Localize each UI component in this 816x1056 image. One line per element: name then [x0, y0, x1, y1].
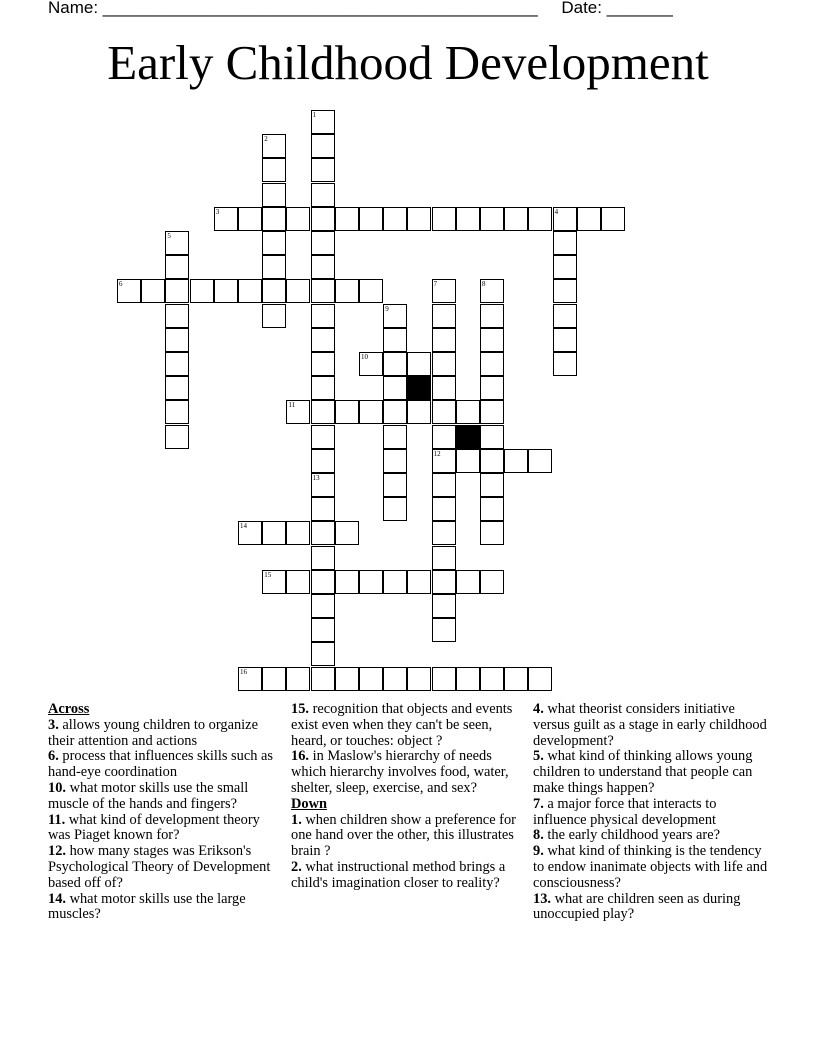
grid-cell[interactable]: [311, 497, 335, 521]
grid-cell[interactable]: [383, 473, 407, 497]
grid-cell[interactable]: [480, 425, 504, 449]
clue-number: 6: [119, 280, 123, 289]
grid-cell[interactable]: [407, 352, 431, 376]
grid-cell[interactable]: [141, 279, 165, 303]
grid-cell[interactable]: [165, 231, 189, 255]
grid-cell[interactable]: [528, 207, 552, 231]
grid-cell[interactable]: [165, 255, 189, 279]
grid-cell[interactable]: [262, 255, 286, 279]
grid-cell[interactable]: [480, 376, 504, 400]
grid-cell[interactable]: [432, 449, 456, 473]
grid-cell[interactable]: [311, 642, 335, 666]
clues-column-2: [291, 702, 527, 892]
clue-number: 12: [433, 449, 441, 458]
grid-cell[interactable]: [383, 497, 407, 521]
grid-cell[interactable]: [311, 570, 335, 594]
grid-cell[interactable]: [480, 328, 504, 352]
date-blank[interactable]: _______: [606, 0, 673, 17]
grid-cell[interactable]: [335, 667, 359, 691]
grid-cell[interactable]: [553, 328, 577, 352]
grid-cell[interactable]: [311, 400, 335, 424]
grid-cell[interactable]: [432, 352, 456, 376]
grid-cell[interactable]: [311, 521, 335, 545]
grid-cell[interactable]: [553, 279, 577, 303]
grid-cell[interactable]: [432, 304, 456, 328]
grid-cell[interactable]: [311, 183, 335, 207]
grid-cell[interactable]: [311, 618, 335, 642]
grid-cell[interactable]: [456, 400, 480, 424]
across-clue: 16. in Maslow's hierarchy of needs which hierarchy involves food, water, shelter, sleep, exercise, and sex?: [291, 748, 509, 796]
grid-cell[interactable]: [528, 449, 552, 473]
grid-cell[interactable]: [480, 667, 504, 691]
grid-cell[interactable]: [311, 425, 335, 449]
grid-cell[interactable]: [311, 667, 335, 691]
grid-cell[interactable]: [117, 279, 141, 303]
grid-cell[interactable]: [165, 304, 189, 328]
down-clue: 9. what kind of thinking is the tendency to endow inanimate objects with life and consciousness?: [533, 843, 768, 891]
grid-cell[interactable]: [311, 207, 335, 231]
grid-cell[interactable]: [262, 521, 286, 545]
grid-cell[interactable]: [383, 376, 407, 400]
grid-cell[interactable]: [165, 328, 189, 352]
grid-cell[interactable]: [262, 207, 286, 231]
grid-cell[interactable]: [262, 158, 286, 182]
grid-cell[interactable]: [311, 134, 335, 158]
grid-cell[interactable]: [432, 376, 456, 400]
grid-cell[interactable]: [335, 570, 359, 594]
grid-cell[interactable]: [480, 473, 504, 497]
grid-cell[interactable]: [262, 304, 286, 328]
clue-number: 3: [215, 207, 220, 216]
across-clue: 10. what motor skills use the small muscle of the hands and fingers?: [48, 779, 249, 812]
grid-cell[interactable]: [335, 521, 359, 545]
grid-cell[interactable]: [335, 207, 359, 231]
grid-cell[interactable]: [238, 667, 262, 691]
clue-number: 2: [264, 135, 268, 144]
grid-cell[interactable]: [311, 304, 335, 328]
grid-cell[interactable]: [407, 400, 431, 424]
grid-cell[interactable]: [165, 425, 189, 449]
grid-cell[interactable]: [383, 328, 407, 352]
grid-cell[interactable]: [432, 497, 456, 521]
down-clue: 2. what instructional method brings a child's imagination closer to reality?: [291, 858, 506, 891]
grid-cell[interactable]: [504, 667, 528, 691]
grid-cell[interactable]: [262, 570, 286, 594]
grid-cell[interactable]: [311, 546, 335, 570]
grid-cell[interactable]: [504, 449, 528, 473]
grid-cell[interactable]: [432, 594, 456, 618]
grid-cell[interactable]: [553, 231, 577, 255]
grid-cell[interactable]: [286, 570, 310, 594]
grid-cell[interactable]: [311, 376, 335, 400]
clue-number: 10: [361, 353, 368, 361]
grid-cell[interactable]: [553, 255, 577, 279]
grid-cell[interactable]: [480, 207, 504, 231]
black-cell: [407, 376, 431, 400]
grid-cell[interactable]: [359, 570, 383, 594]
grid-cell[interactable]: [432, 207, 456, 231]
grid-cell[interactable]: [286, 207, 310, 231]
clue-number: 9: [385, 304, 389, 313]
grid-cell[interactable]: [165, 352, 189, 376]
grid-cell[interactable]: [286, 279, 310, 303]
grid-cell[interactable]: [214, 207, 238, 231]
down-heading: Down: [291, 795, 327, 812]
grid-cell[interactable]: [311, 473, 335, 497]
down-clue: 4. what theorist considers initiative versus guilt as a stage in early childhood development?: [533, 701, 767, 749]
grid-cell[interactable]: [238, 279, 262, 303]
grid-cell[interactable]: [311, 449, 335, 473]
grid-cell[interactable]: [432, 546, 456, 570]
grid-cell[interactable]: [432, 279, 456, 303]
grid-cell[interactable]: [456, 449, 480, 473]
grid-cell[interactable]: [311, 255, 335, 279]
clue-number: 8: [482, 280, 486, 289]
across-heading: Across: [48, 701, 90, 717]
grid-cell[interactable]: [407, 207, 431, 231]
grid-cell[interactable]: [432, 473, 456, 497]
down-clue: 1. when children show a preference for one hand over the other, this illustrates brain ?: [291, 811, 516, 860]
grid-cell[interactable]: [165, 279, 189, 303]
clues-column-1: [48, 702, 280, 923]
date-label: Date:: [561, 0, 607, 17]
grid-cell[interactable]: [504, 207, 528, 231]
clues-column-3: [533, 702, 768, 923]
grid-cell[interactable]: [456, 570, 480, 594]
grid-cell[interactable]: [238, 207, 262, 231]
clue-number: 15: [264, 570, 272, 579]
grid-cell[interactable]: [262, 231, 286, 255]
grid-cell[interactable]: [262, 183, 286, 207]
clue-number: 13: [312, 474, 320, 482]
down-clue: 5. what kind of thinking allows young children to understand that people can make things happen?: [533, 748, 753, 796]
grid-cell[interactable]: [480, 497, 504, 521]
grid-cell[interactable]: [383, 425, 407, 449]
grid-cell[interactable]: [383, 570, 407, 594]
grid-cell[interactable]: [311, 594, 335, 618]
grid-cell[interactable]: [311, 110, 335, 134]
grid-cell[interactable]: [238, 521, 262, 545]
clue-number: 11: [288, 401, 296, 410]
grid-cell[interactable]: [480, 570, 504, 594]
grid-cell[interactable]: [165, 376, 189, 400]
grid-cell[interactable]: [383, 667, 407, 691]
grid-cell[interactable]: [480, 352, 504, 376]
grid-cell[interactable]: [480, 279, 504, 303]
grid-cell[interactable]: [335, 400, 359, 424]
grid-cell[interactable]: [432, 521, 456, 545]
clue-number: 4: [554, 207, 559, 216]
down-clue: 7. a major force that interacts to influence physical development: [533, 795, 717, 828]
grid-cell[interactable]: [383, 400, 407, 424]
grid-cell[interactable]: [456, 667, 480, 691]
clue-number: 5: [167, 232, 171, 240]
page-title: Early Childhood Development: [107, 35, 709, 90]
grid-cell[interactable]: [286, 521, 310, 545]
name-blank[interactable]: ______________________________________________: [102, 0, 538, 17]
grid-cell[interactable]: [432, 570, 456, 594]
grid-cell[interactable]: [383, 304, 407, 328]
grid-cell[interactable]: [480, 304, 504, 328]
grid-cell[interactable]: [383, 352, 407, 376]
grid-cell[interactable]: [359, 667, 383, 691]
clue-number: 1: [312, 111, 317, 119]
grid-cell[interactable]: [553, 352, 577, 376]
grid-cell[interactable]: [432, 400, 456, 424]
grid-cell[interactable]: [577, 207, 601, 231]
grid-cell[interactable]: [359, 352, 383, 376]
grid-cell[interactable]: [432, 667, 456, 691]
grid-cell[interactable]: [311, 158, 335, 182]
across-clue: 14. what motor skills use the large muscles?: [48, 890, 246, 923]
grid-cell[interactable]: [480, 400, 504, 424]
grid-cell[interactable]: [553, 207, 577, 231]
across-clue: 3. allows young children to organize their attention and actions: [48, 716, 258, 749]
grid-cell[interactable]: [335, 279, 359, 303]
down-clue: 13. what are children seen as during unoccupied play?: [533, 890, 741, 923]
grid-cell[interactable]: [432, 425, 456, 449]
grid-cell[interactable]: [311, 328, 335, 352]
across-clue: 11. what kind of development theory was Piaget known for?: [48, 811, 260, 844]
grid-cell[interactable]: [407, 667, 431, 691]
grid-cell[interactable]: [286, 667, 310, 691]
grid-cell[interactable]: [311, 279, 335, 303]
grid-cell[interactable]: [432, 328, 456, 352]
grid-cell[interactable]: [528, 667, 552, 691]
grid-cell[interactable]: [383, 449, 407, 473]
grid-cell[interactable]: [456, 207, 480, 231]
black-cell: [456, 425, 480, 449]
grid-cell[interactable]: [601, 207, 625, 231]
grid-cell[interactable]: [383, 207, 407, 231]
grid-cell[interactable]: [262, 279, 286, 303]
name-label: Name:: [48, 0, 103, 17]
grid-cell[interactable]: [190, 279, 214, 303]
grid-cell[interactable]: [311, 352, 335, 376]
grid-cell[interactable]: [480, 449, 504, 473]
grid-cell[interactable]: [359, 279, 383, 303]
grid-cell[interactable]: [165, 400, 189, 424]
clue-number: 16: [240, 667, 247, 676]
grid-cell[interactable]: [262, 667, 286, 691]
down-clue: 8. the early childhood years are?: [533, 827, 720, 844]
grid-cell[interactable]: [214, 279, 238, 303]
grid-cell[interactable]: [553, 304, 577, 328]
grid-cell[interactable]: [432, 618, 456, 642]
grid-cell[interactable]: [262, 134, 286, 158]
grid-cell[interactable]: [286, 400, 310, 424]
across-clue: 12. how many stages was Erikson's Psychological Theory of Development based off of?: [48, 843, 271, 891]
across-clue: 6. process that influences skills such as hand-eye coordination: [48, 748, 274, 781]
grid-cell[interactable]: [359, 207, 383, 231]
clue-number: 7: [433, 280, 438, 289]
grid-cell[interactable]: [359, 400, 383, 424]
grid-cell[interactable]: [480, 521, 504, 545]
grid-cell[interactable]: [311, 231, 335, 255]
clue-number: 14: [240, 522, 247, 531]
grid-cell[interactable]: [407, 570, 431, 594]
across-clue: 15. recognition that objects and events exist even when they can't be seen, heard, or touches: object ?: [291, 701, 513, 749]
